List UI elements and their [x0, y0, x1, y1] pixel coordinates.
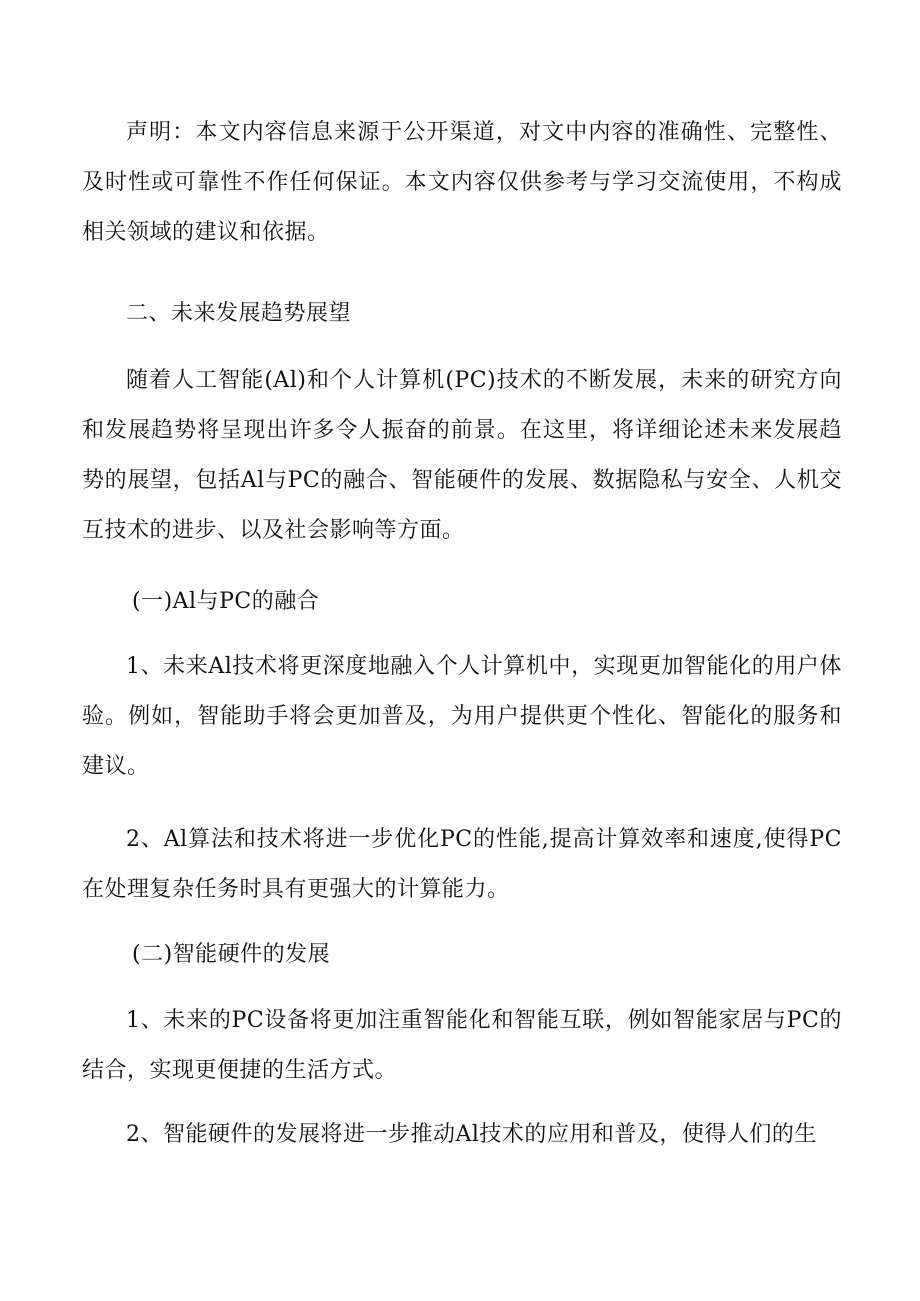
intro-paragraph: 随着人工智能(Al)和个人计算机(PC)技术的不断发展，未来的研究方向和发展趋势将呈现出许多令人振奋的前景。在这里，将详细论述未来发展趋势的展望，包括Al与PC的融合、智能硬件的发展、数据隐私与安全、人机交互技术的进步、以及社会影响等方面。	[82, 368, 842, 543]
disclaimer-paragraph: 声明：本文内容信息来源于公开渠道，对文中内容的准确性、完整性、及时性或可靠性不作任何保证。本文内容仅供参考与学习交流使用，不构成相关领域的建议和依据。	[82, 120, 842, 245]
section-title: 二、未来发展趋势展望	[126, 301, 352, 326]
list-item-hardware-2: 2、智能硬件的发展将进一步推动Al技术的应用和普及，使得人们的生	[126, 1122, 817, 1147]
subsection-title-hardware: (二)智能硬件的发展	[132, 942, 331, 967]
list-item-ai-pc-2: 2、Al算法和技术将进一步优化PC的性能,提高计算效率和速度,使得PC在处理复杂任务时具有更强大的计算能力。	[82, 827, 842, 902]
list-item-ai-pc-1: 1、未来Al技术将更深度地融入个人计算机中，实现更加智能化的用户体验。例如，智能助手将会更加普及，为用户提供更个性化、智能化的服务和建议。	[82, 654, 842, 779]
list-item-hardware-1: 1、未来的PC设备将更加注重智能化和智能互联，例如智能家居与PC的结合，实现更便捷的生活方式。	[82, 1008, 842, 1083]
subsection-title-ai-pc: (一)Al与PC的融合	[132, 589, 320, 614]
